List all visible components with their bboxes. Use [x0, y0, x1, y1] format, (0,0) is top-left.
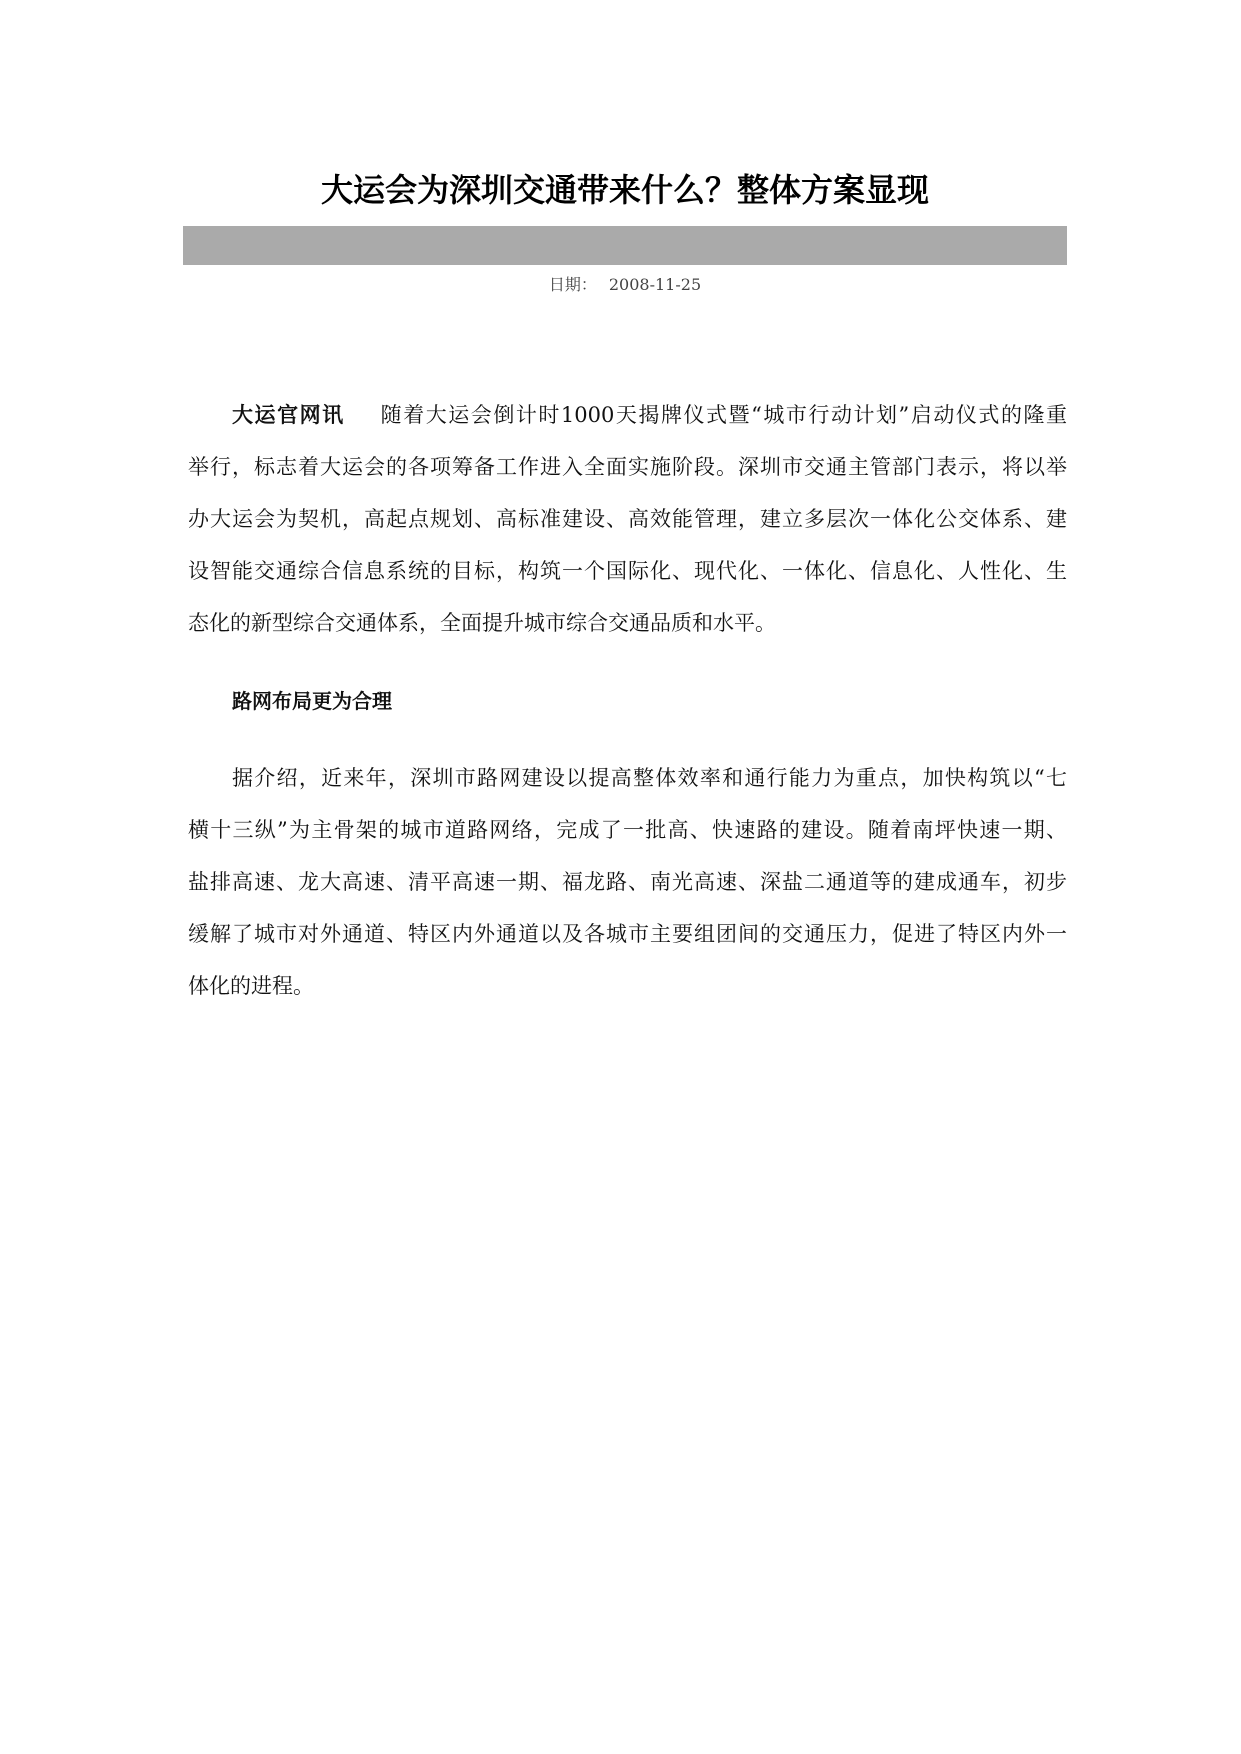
paragraph-line: 盐排高速、龙大高速、清平高速一期、福龙路、南光高速、深盐二通道等的建成通车，初步	[188, 870, 1067, 894]
paragraph-line: 体化的进程。	[188, 974, 314, 998]
paragraph-line: 办大运会为契机，高起点规划、高标准建设、高效能管理，建立多层次一体化公交体系、建	[188, 507, 1067, 531]
date-label: 日期：	[548, 275, 597, 294]
paragraph-line	[188, 389, 1067, 441]
paragraph-line	[188, 752, 1067, 804]
paragraph-line: 举行，标志着大运会的各项筹备工作进入全面实施阶段。深圳市交通主管部门表示，将以举	[188, 455, 1067, 479]
paragraph-line: 缓解了城市对外通道、特区内外通道以及各城市主要组团间的交通压力，促进了特区内外一	[188, 922, 1067, 946]
paragraph-road-network	[188, 752, 1067, 1012]
article-title: 大运会为深圳交通带来什么？整体方案显现	[320, 171, 929, 209]
date-value: 2008-11-25	[608, 275, 702, 294]
paragraph-line: 设智能交通综合信息系统的目标，构筑一个国际化、现代化、一体化、信息化、人性化、生	[188, 559, 1067, 583]
line-text: 据介绍，近来年，深圳市路网建设以提高整体效率和通行能力为重点，加快构筑以“七	[232, 766, 1067, 790]
line-text: 随着大运会倒计时1000天揭牌仪式暨“城市行动计划”启动仪式的隆重	[380, 403, 1068, 427]
paragraph-line: 态化的新型综合交通体系，全面提升城市综合交通品质和水平。	[188, 611, 776, 635]
article-date	[183, 272, 1067, 295]
section-heading: 路网布局更为合理	[232, 689, 392, 713]
paragraph-intro	[188, 389, 1067, 649]
title-divider-bar	[183, 226, 1067, 265]
lead-source: 大运官网讯	[232, 403, 345, 427]
paragraph-line: 横十三纵”为主骨架的城市道路网络，完成了一批高、快速路的建设。随着南坪快速一期、	[188, 818, 1067, 842]
